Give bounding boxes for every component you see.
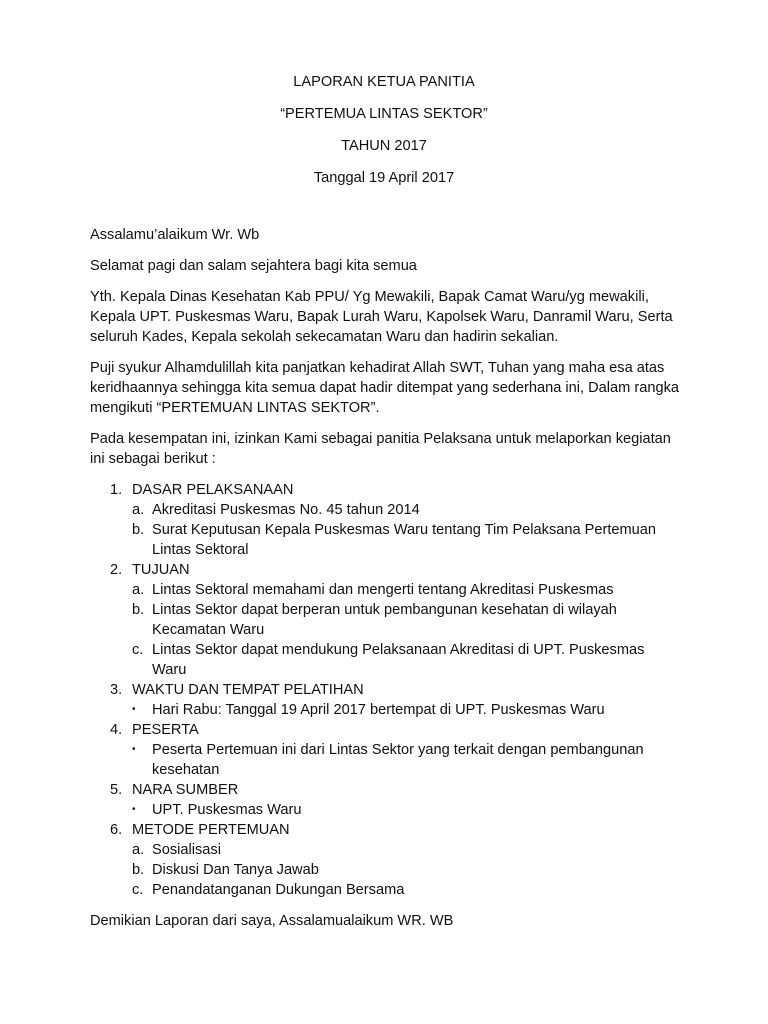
sub-item-text: Sosialisasi (152, 842, 221, 858)
sub-item (90, 800, 680, 820)
sub-item-text: UPT. Puskesmas Waru (152, 802, 302, 818)
sub-item-marker: c. (132, 642, 144, 658)
sub-item-text: Lintas Sektoral memahami dan mengerti tentang Akreditasi Puskesmas (152, 582, 614, 598)
sub-item (90, 500, 680, 520)
sub-item-marker: b. (132, 602, 145, 618)
section-title: METODE PERTEMUAN (132, 822, 290, 838)
bullet-icon: • (132, 744, 136, 755)
bullet-icon: • (132, 704, 136, 715)
section-subitems (90, 500, 680, 560)
section-subitems (90, 580, 680, 680)
section-heading-row (90, 480, 680, 500)
sub-item-marker: b. (132, 522, 145, 538)
sub-item-marker: b. (132, 862, 145, 878)
section-number: 5. (110, 782, 123, 798)
section-item (90, 720, 680, 780)
sub-item-text: Akreditasi Puskesmas No. 45 tahun 2014 (152, 502, 420, 518)
section-number: 4. (110, 722, 123, 738)
section-heading-row (90, 680, 680, 700)
section-number: 6. (110, 822, 123, 838)
closing-line: Demikian Laporan dari saya, Assalamualaikum WR. WB (90, 913, 454, 929)
sub-item-text: Hari Rabu: Tanggal 19 April 2017 bertempat di UPT. Puskesmas Waru (152, 702, 605, 718)
date-line: Tanggal 19 April 2017 (313, 170, 455, 186)
sub-item (90, 840, 680, 860)
report-title: LAPORAN KETUA PANITIA (293, 74, 475, 90)
section-number: 2. (110, 562, 123, 578)
event-name: “PERTEMUA LINTAS SEKTOR” (280, 106, 488, 122)
section-number: 3. (110, 682, 123, 698)
section-title: WAKTU DAN TEMPAT PELATIHAN (132, 682, 364, 698)
sub-item (90, 640, 680, 680)
section-title: NARA SUMBER (132, 782, 239, 798)
section-number: 1. (110, 482, 123, 498)
sub-item-marker: c. (132, 882, 144, 898)
section-subitems (90, 700, 680, 720)
section-item (90, 480, 680, 560)
sub-item (90, 580, 680, 600)
section-heading-row (90, 560, 680, 580)
addressee-paragraph: Yth. Kepala Dinas Kesehatan Kab PPU/ Yg Mewakili, Bapak Camat Waru/yg mewakili, Kepala UPT. Puskesmas Waru, Bapak Lurah Waru, Kapolsek Waru, Danramil Waru, Serta seluruh Kades, Kepala sekolah sekecamatan Waru dan hadirin sekalian. (90, 289, 673, 345)
sub-item (90, 740, 680, 780)
year-line: TAHUN 2017 (341, 138, 427, 154)
section-heading-row (90, 720, 680, 740)
sub-item-text: Surat Keputusan Kepala Puskesmas Waru tentang Tim Pelaksana Pertemuan Lintas Sektoral (152, 522, 657, 558)
sub-item (90, 860, 680, 880)
section-subitems (90, 740, 680, 780)
sub-item-text: Diskusi Dan Tanya Jawab (152, 862, 319, 878)
intro-paragraph: Pada kesempatan ini, izinkan Kami sebagai panitia Pelaksana untuk melaporkan kegiatan ini sebagai berikut : (90, 431, 671, 467)
sub-item-marker: a. (132, 502, 145, 518)
section-subitems (90, 800, 680, 820)
document-header (0, 72, 768, 200)
sub-item (90, 700, 680, 720)
section-heading-row (90, 820, 680, 840)
section-item (90, 820, 680, 900)
gratitude-paragraph: Puji syukur Alhamdulillah kita panjatkan kehadirat Allah SWT, Tuhan yang maha esa atas keridhaannya sehingga kita semua dapat hadir ditempat yang sederhana ini, Dalam rangka mengikuti “PERTEMUAN LINTAS SEKTOR”. (90, 360, 679, 416)
sub-item-marker: a. (132, 582, 145, 598)
sub-item (90, 880, 680, 900)
bullet-icon: • (132, 804, 136, 815)
section-subitems (90, 840, 680, 900)
salutation: Selamat pagi dan salam sejahtera bagi kita semua (90, 258, 417, 274)
sub-item-text: Lintas Sektor dapat mendukung Pelaksanaan Akreditasi di UPT. Puskesmas Waru (152, 642, 645, 678)
sub-item-text: Lintas Sektor dapat berperan untuk pembangunan kesehatan di wilayah Kecamatan Waru (152, 602, 617, 638)
section-title: TUJUAN (132, 562, 190, 578)
section-title: DASAR PELAKSANAAN (132, 482, 294, 498)
greeting: Assalamu’alaikum Wr. Wb (90, 227, 260, 243)
sub-item (90, 600, 680, 640)
section-item (90, 680, 680, 720)
section-item (90, 560, 680, 680)
sub-item-text: Penandatanganan Dukungan Bersama (152, 882, 405, 898)
sub-item-marker: a. (132, 842, 145, 858)
section-title: PESERTA (132, 722, 199, 738)
section-heading-row (90, 780, 680, 800)
sub-item-text: Peserta Pertemuan ini dari Lintas Sektor yang terkait dengan pembangunan kesehatan (152, 742, 644, 778)
section-item (90, 780, 680, 820)
document-body (90, 225, 680, 946)
report-sections-list (90, 480, 680, 900)
sub-item (90, 520, 680, 560)
